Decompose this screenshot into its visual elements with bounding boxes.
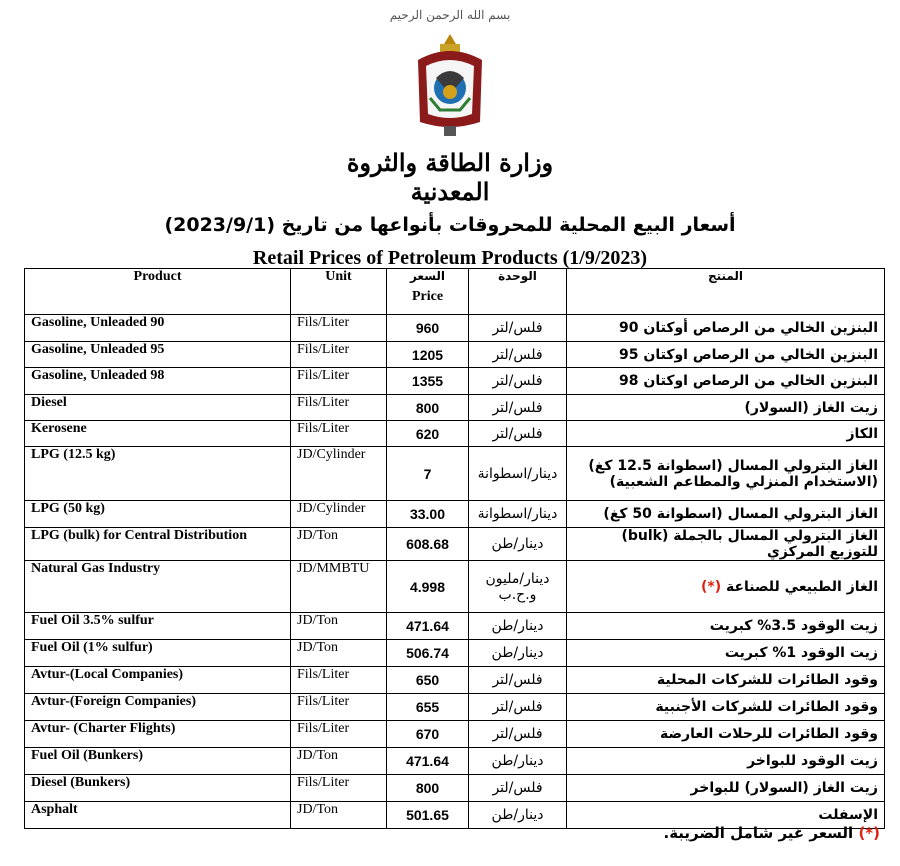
product-ar-text: البنزين الخالي من الرصاص اوكتان 98 [619,373,878,389]
table-row [25,561,885,613]
product-ar-cell [567,447,885,501]
product-ar-cell [567,342,885,368]
unit-cell: JD/MMBTU [291,561,387,613]
price-cell: 501.65 [387,802,469,829]
unit-ar-cell: دينار/اسطوانة [469,447,567,501]
unit-ar-cell: فلس/لتر [469,368,567,395]
price-cell: 1205 [387,342,469,368]
product-ar-text: الإسفلت [818,807,878,823]
footnote [664,824,881,842]
unit-ar-cell: فلس/لتر [469,721,567,748]
price-cell: 800 [387,395,469,421]
product-ar-text: البنزين الخالي من الرصاص اوكتان 95 [619,346,878,363]
title-english: Retail Prices of Petroleum Products (1/9/2023) [252,247,648,269]
price-cell: 800 [387,775,469,802]
product-ar-cell [567,501,885,528]
price-cell: 471.64 [387,613,469,640]
table-row [25,640,885,667]
product-ar-text: وقود الطائرات للرحلات العارضة [660,726,878,742]
unit-ar-cell: فلس/لتر [469,315,567,342]
price-cell: 33.00 [387,501,469,528]
unit-cell: Fils/Liter [291,395,387,421]
product-cell: LPG (12.5 kg) [25,447,291,501]
price-cell: 471.64 [387,748,469,775]
table-row [25,667,885,694]
product-ar-text: الغاز البترولي المسال (اسطوانة 50 كغ) [603,506,878,522]
ministry-name: وزارة الطاقة والثروة المعدنية [346,148,554,206]
product-ar-cell [567,640,885,667]
unit-cell: Fils/Liter [291,315,387,342]
letterhead [330,8,570,206]
header-price-en: Price [411,289,444,304]
unit-cell: JD/Cylinder [291,501,387,528]
unit-ar-cell: فلس/لتر [469,421,567,447]
product-ar-cell [567,421,885,447]
product-ar-text: الغاز الطبيعي للصناعة [725,578,878,595]
table-row [25,395,885,421]
product-ar-text: البنزين الخالي من الرصاص أوكتان 90 [619,320,878,336]
header-unit-ar: الوحدة [469,269,567,315]
unit-cell: JD/Ton [291,802,387,829]
unit-cell: JD/Cylinder [291,447,387,501]
table-row [25,501,885,528]
header-product-ar: المنتج [567,269,885,315]
product-cell: Fuel Oil 3.5% sulfur [25,613,291,640]
product-ar-cell [567,561,885,613]
product-cell: Gasoline, Unleaded 98 [25,368,291,395]
product-ar-text: وقود الطائرات للشركات الأجنبية [655,699,878,715]
unit-cell: JD/Ton [291,640,387,667]
product-ar-cell [567,395,885,421]
product-ar-cell [567,748,885,775]
table-header-row [25,269,885,315]
product-cell: LPG (bulk) for Central Distribution [25,528,291,561]
price-cell: 670 [387,721,469,748]
unit-ar-cell: دينار/طن [469,748,567,775]
unit-cell: Fils/Liter [291,368,387,395]
table-row [25,721,885,748]
table-row [25,613,885,640]
product-cell: Fuel Oil (1% sulfur) [25,640,291,667]
unit-cell: JD/Ton [291,613,387,640]
price-cell: 650 [387,667,469,694]
product-ar-text: زيت الوقود للبواخر [747,753,878,769]
header-unit: Unit [291,269,387,315]
product-ar-cell [567,721,885,748]
basmala: بسم الله الرحمن الرحيم [389,8,511,22]
table-row [25,315,885,342]
footnote-star: (*) [858,824,880,842]
price-cell: 506.74 [387,640,469,667]
table-row [25,748,885,775]
unit-cell: Fils/Liter [291,775,387,802]
product-cell: LPG (50 kg) [25,501,291,528]
footnote-text: السعر غير شامل الضريبة. [663,824,854,842]
unit-cell: Fils/Liter [291,694,387,721]
table-row [25,694,885,721]
unit-ar-cell: دينار/طن [469,640,567,667]
price-cell: 960 [387,315,469,342]
table-row [25,368,885,395]
header-price-ar: السعر [409,269,446,283]
product-ar-text: زيت الغاز (السولار) [744,399,878,416]
unit-ar-cell: فلس/لتر [469,342,567,368]
table-row [25,447,885,501]
unit-cell: Fils/Liter [291,421,387,447]
header-product: Product [25,269,291,315]
unit-cell: Fils/Liter [291,721,387,748]
unit-ar-cell: دينار/اسطوانة [469,501,567,528]
prices-table [24,268,885,829]
product-ar-text: زيت الغاز (السولار) للبواخر [690,780,878,796]
product-cell: Kerosene [25,421,291,447]
product-ar-text: زيت الوقود 3.5% كبريت [709,618,878,634]
unit-ar-cell: دينار/طن [469,528,567,561]
product-cell: Avtur-(Local Companies) [25,667,291,694]
product-ar-cell [567,315,885,342]
product-cell: Gasoline, Unleaded 95 [25,342,291,368]
table-row [25,342,885,368]
tax-note-star: (*) [700,578,722,595]
table-row [25,528,885,561]
price-cell: 1355 [387,368,469,395]
product-cell: Gasoline, Unleaded 90 [25,315,291,342]
price-cell: 620 [387,421,469,447]
header-price [387,269,469,315]
unit-ar-cell: فلس/لتر [469,667,567,694]
product-cell: Asphalt [25,802,291,829]
unit-ar-cell: دينار/طن [469,613,567,640]
table-row [25,775,885,802]
price-cell: 608.68 [387,528,469,561]
product-ar-cell [567,667,885,694]
product-ar-text: الغاز البترولي المسال بالجملة (bulk) للتوزيع المركزي [621,528,878,560]
unit-cell: JD/Ton [291,528,387,561]
product-ar-text: زيت الوقود 1% كبريت [724,645,878,661]
product-cell: Fuel Oil (Bunkers) [25,748,291,775]
price-cell: 655 [387,694,469,721]
product-ar-text: الغاز البترولي المسال (اسطوانة 12.5 كغ) (الاستخدام المنزلي والمطاعم الشعبية) [588,457,878,490]
title-arabic: أسعار البيع المحلية للمحروقات بأنواعها من تاريخ (2023/9/1) [164,214,736,236]
unit-ar-cell: فلس/لتر [469,694,567,721]
product-ar-cell [567,528,885,561]
unit-cell: Fils/Liter [291,667,387,694]
product-ar-text: وقود الطائرات للشركات المحلية [656,672,878,688]
table-row [25,421,885,447]
unit-ar-cell: دينار/طن [469,802,567,829]
unit-ar-cell: دينار/مليون و.ح.ب [469,561,567,613]
product-ar-cell [567,613,885,640]
price-cell: 4.998 [387,561,469,613]
unit-ar-cell: فلس/لتر [469,775,567,802]
product-cell: Diesel (Bunkers) [25,775,291,802]
product-cell: Avtur- (Charter Flights) [25,721,291,748]
product-cell: Diesel [25,395,291,421]
product-cell: Natural Gas Industry [25,561,291,613]
unit-ar-cell: فلس/لتر [469,395,567,421]
product-ar-cell [567,368,885,395]
price-cell: 7 [387,447,469,501]
product-ar-text: الكاز [846,425,878,442]
product-ar-cell [567,694,885,721]
unit-cell: Fils/Liter [291,342,387,368]
unit-cell: JD/Ton [291,748,387,775]
jordan-coat-of-arms-icon [410,30,490,140]
product-cell: Avtur-(Foreign Companies) [25,694,291,721]
product-ar-cell [567,775,885,802]
